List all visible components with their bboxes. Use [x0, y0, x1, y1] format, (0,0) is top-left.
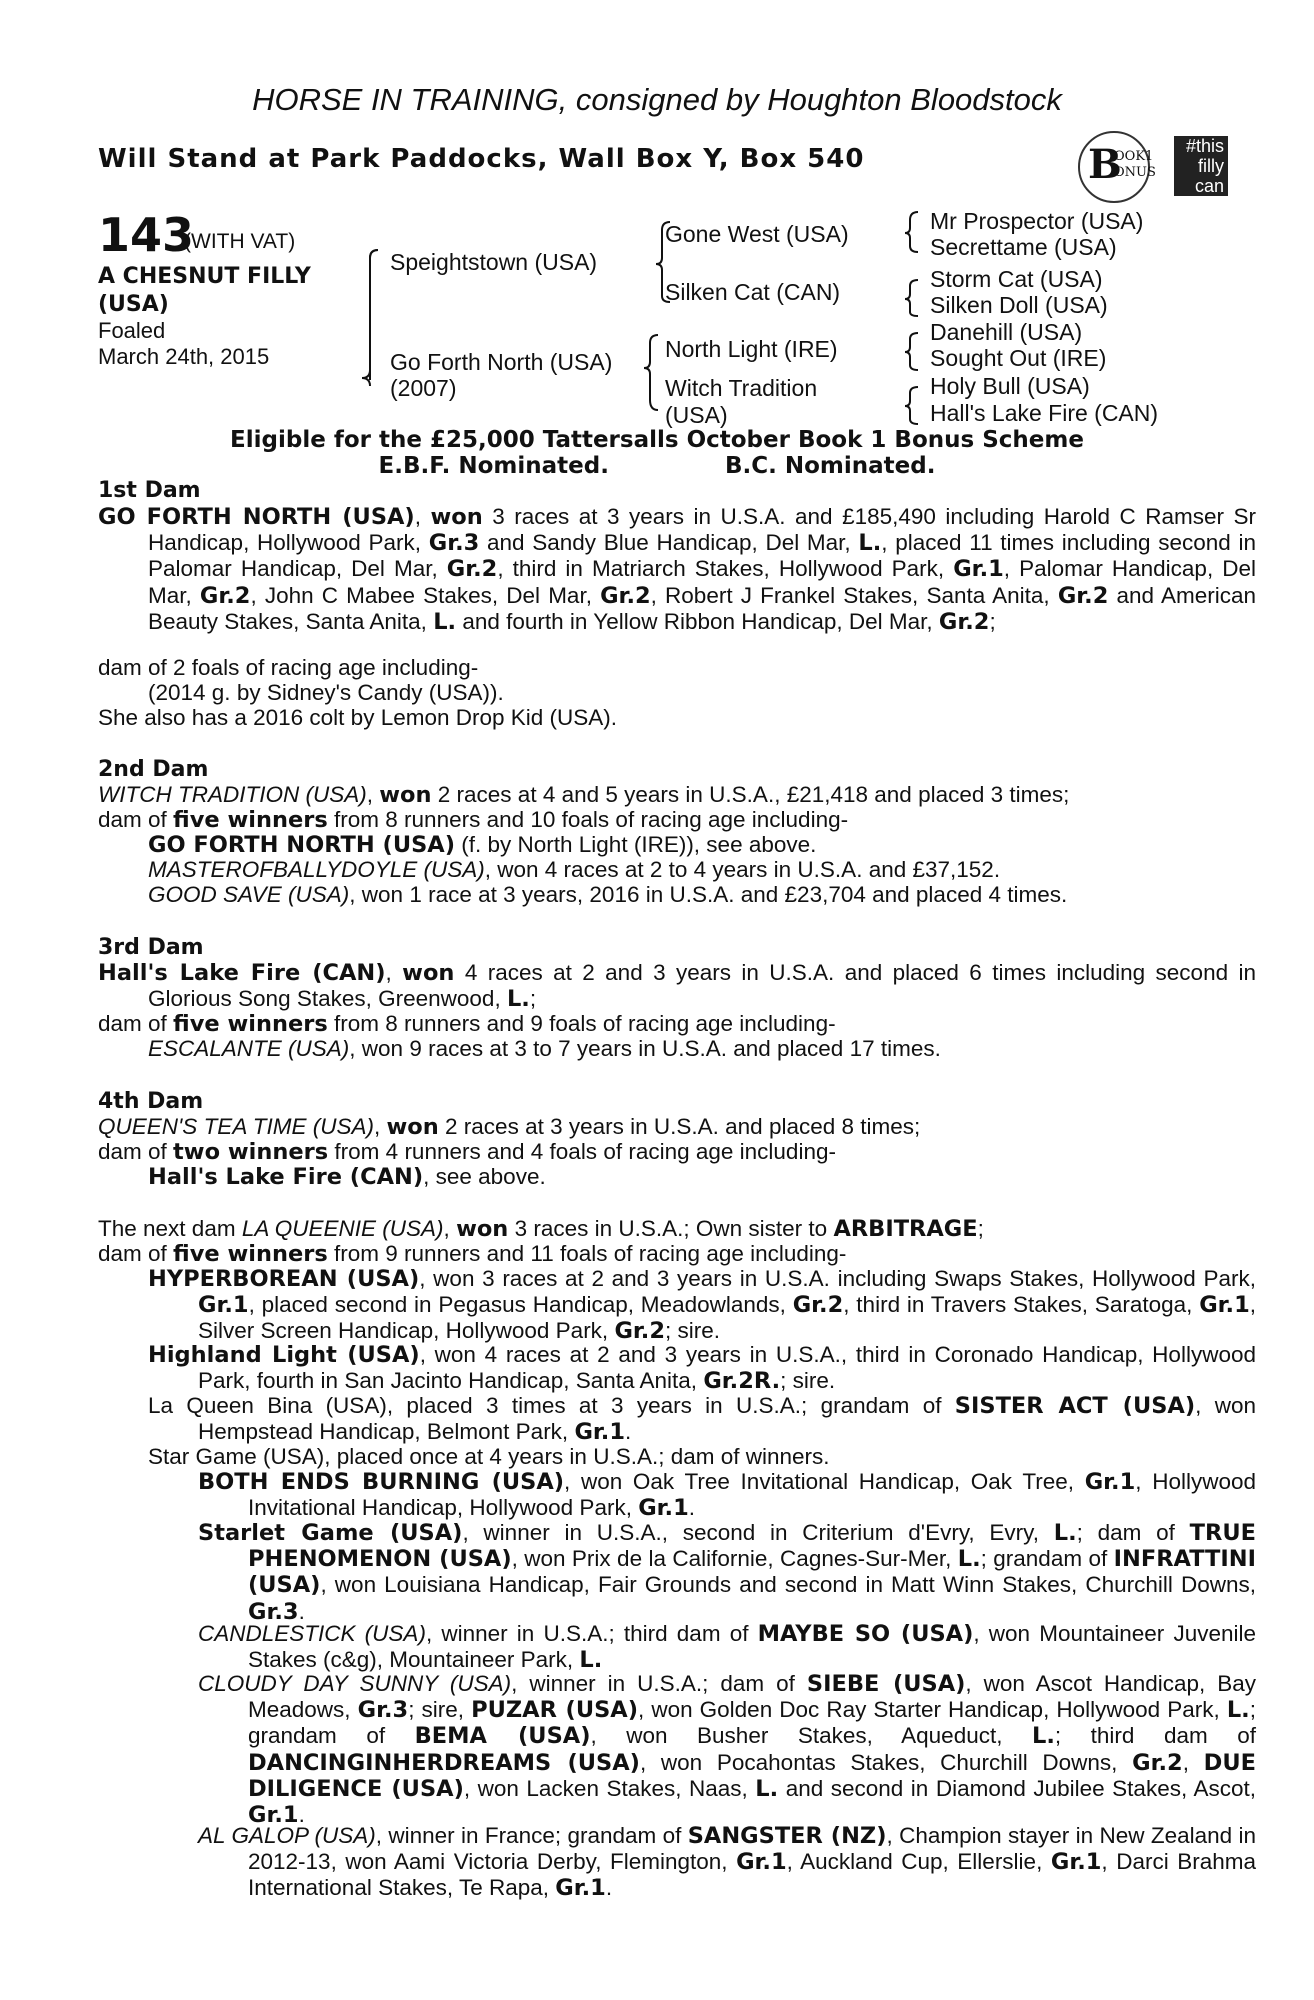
produce-name: CLOUDY DAY SUNNY (USA)	[198, 1671, 512, 1696]
produce-entry-cloudy-day-sunny	[198, 1671, 1256, 1828]
produce-entry-star-game: Star Game (USA), placed once at 4 years in U.S.A.; dam of winners.	[148, 1444, 830, 1469]
grade: Gr.2	[199, 582, 251, 609]
produce-text: , won Ascot Handicap, Bay Meadows,	[248, 1671, 1257, 1723]
produce-text: , won Golden Doc Ray Starter Handicap, Hollywood Park,	[638, 1697, 1227, 1723]
third-dam-heading: 3rd Dam	[98, 935, 204, 960]
produce-text: .	[625, 1419, 632, 1445]
produce-name: INFRATTINI (USA)	[248, 1546, 1256, 1599]
ancestor-1: Mr Prospector (USA)	[930, 208, 1144, 234]
grade: Gr.3	[428, 530, 480, 557]
record-text: 3 races at 3 years in U.S.A. and £185,490 including Harold C Ramser Sr Handicap, Hollywood Park,	[148, 504, 1256, 556]
foaled-label: Foaled	[98, 318, 166, 343]
produce-text: , Auckland Cup, Ellerslie,	[786, 1849, 1051, 1875]
produce-text: , Hollywood Invitational Handicap, Hollywood Park,	[248, 1469, 1256, 1521]
separator: ,	[385, 960, 403, 985]
grade: L.	[506, 986, 530, 1013]
produce-text: , won Hempstead Handicap, Belmont Park,	[198, 1393, 1256, 1445]
grade: Gr.1	[574, 1419, 625, 1446]
grade: L.	[579, 1647, 603, 1674]
produce-text: , winner in France; grandam of	[375, 1823, 688, 1848]
record-text: ;	[529, 986, 537, 1012]
produce-text: La Queen Bina (USA), placed 3 times at 3 years in U.S.A.; grandam of	[148, 1393, 955, 1418]
grade: Gr.2	[792, 1292, 844, 1319]
second-dam-heading: 2nd Dam	[98, 757, 209, 782]
produce-text: , won 4 races at 2 to 4 years in U.S.A. and £37,152.	[484, 857, 1001, 882]
grade: Gr.2	[614, 1318, 665, 1345]
second-dam-produce	[98, 807, 848, 833]
ancestor-6: Sought Out (IRE)	[930, 345, 1107, 371]
produce-text: (f. by North Light (IRE)), see above.	[455, 832, 817, 857]
produce-entry	[148, 857, 1000, 882]
intro-text: The next dam	[98, 1216, 242, 1241]
next-dam-record	[98, 1216, 984, 1242]
produce-text: , won 1 race at 3 years, 2016 in U.S.A. and £23,704 and placed 4 times.	[349, 882, 1068, 907]
grade: Gr.1	[1084, 1469, 1136, 1495]
ebf-nominated: E.B.F. Nominated.	[378, 453, 609, 479]
produce-name: BEMA (USA)	[414, 1723, 591, 1750]
produce-text: , won 3 races at 2 and 3 years in U.S.A. including Swaps Stakes, Hollywood Park,	[419, 1266, 1256, 1291]
produce-name: BOTH ENDS BURNING (USA)	[198, 1469, 565, 1495]
grade: Gr.1	[248, 1802, 299, 1829]
grade: L.	[1032, 1723, 1055, 1750]
produce-text: ,	[1182, 1749, 1204, 1775]
produce-text: ; third dam of	[1054, 1723, 1256, 1749]
record-text: from 4 runners and 4 foals of racing age including-	[328, 1139, 836, 1164]
record-text: , Palomar Handicap, Del Mar,	[148, 556, 1256, 608]
dam-of: dam of	[98, 1139, 174, 1164]
produce-entry	[148, 1164, 546, 1190]
grade: Gr.1	[953, 556, 1004, 583]
dam-year: (2007)	[390, 375, 457, 401]
produce-text: , won Busher Stakes, Aqueduct,	[590, 1723, 1032, 1749]
grade: Gr.2R.	[703, 1368, 781, 1395]
produce-text: , won Prix de la Californie, Cagnes-Sur-Mer,	[511, 1546, 958, 1572]
record-text: ;	[989, 608, 996, 634]
dam-dam-origin: (USA)	[665, 402, 728, 428]
first-dam-record: GO FORTH NORTH (USA), won 3 races at 3 years in U.S.A. and £185,490 including Harold C Ramser Sr Handicap, Hollywood Park, Gr.3 and Sandy Blue Handicap, Del Mar, L., placed 11 times including second in Palomar Handicap, Del Mar, Gr.2, third in Matriarch Stakes, Hollywood Park, Gr.1, Palomar Handicap, Del Mar, Gr.2, John C Mabee Stakes, Del Mar, Gr.2, Robert J Frankel Stakes, Santa Anita, Gr.2 and American Beauty Stakes, Santa Anita, L. and fourth in Yellow Ribbon Handicap, Del Mar, Gr.2;	[98, 504, 1257, 635]
tag-line-1: #this	[1185, 136, 1224, 156]
record-text: and American Beauty Stakes, Santa Anita,	[148, 582, 1256, 634]
record-text: and fourth in Yellow Ribbon Handicap, Del Mar,	[456, 608, 939, 634]
produce-text: , won Pocahontas Stakes, Churchill Downs,	[639, 1749, 1133, 1775]
produce-name: DUE DILIGENCE (USA)	[248, 1749, 1256, 1802]
grade: Gr.1	[198, 1292, 249, 1319]
won-label: won	[402, 960, 455, 986]
foals-line: dam of 2 foals of racing age including-	[98, 655, 479, 680]
produce-entry-starlet-game	[198, 1520, 1256, 1625]
produce-text: , third in Travers Stakes, Saratoga,	[843, 1292, 1200, 1318]
produce-name: ESCALANTE (USA)	[148, 1036, 350, 1061]
sister-name: ARBITRAGE	[833, 1216, 978, 1242]
grade: Gr.3	[248, 1598, 299, 1625]
nominations	[0, 453, 1314, 479]
record-text: , John C Mabee Stakes, Del Mar,	[250, 582, 601, 608]
produce-text: ; dam of	[1076, 1520, 1190, 1545]
produce-entry	[148, 832, 816, 858]
grade: L.	[957, 1546, 981, 1573]
grade: Gr.1	[1050, 1849, 1102, 1876]
produce-text: , won 9 races at 3 to 7 years in U.S.A. and placed 17 times.	[349, 1036, 941, 1061]
sire-sire: Gone West (USA)	[665, 221, 849, 247]
grade: Gr.1	[555, 1875, 606, 1902]
logo-bottom-text: ONUS	[1114, 165, 1156, 180]
produce-entry-al-galop	[198, 1823, 1256, 1902]
produce-name: Highland Light (USA)	[148, 1342, 420, 1368]
produce-text: ; sire,	[408, 1697, 472, 1723]
lot-number: 143	[98, 208, 195, 262]
grade: Gr.2	[600, 582, 651, 609]
produce-text: , winner in U.S.A.; dam of	[511, 1671, 807, 1696]
grade: Gr.2	[446, 556, 498, 583]
vat-note: (WITH VAT)	[184, 230, 296, 253]
record-text: 4 races at 2 and 3 years in U.S.A. and placed 6 times including second in Glorious Song Stakes, Greenwood,	[148, 960, 1256, 1012]
fourth-dam-record	[98, 1114, 920, 1140]
next-dam-produce	[98, 1241, 846, 1267]
produce-name: AL GALOP (USA)	[198, 1823, 376, 1848]
produce-name: GO FORTH NORTH (USA)	[148, 832, 455, 858]
produce-text: , Darci Brahma International Stakes, Te Rapa,	[248, 1849, 1257, 1901]
ancestor-7: Holy Bull (USA)	[930, 373, 1090, 399]
produce-entry	[148, 1036, 941, 1061]
grade: Gr.1	[1199, 1292, 1250, 1319]
dam-sire: North Light (IRE)	[665, 336, 838, 362]
winners-count: five winners	[173, 1011, 328, 1037]
record-text: from 9 runners and 11 foals of racing age including-	[327, 1241, 847, 1266]
bonus-eligibility: Eligible for the £25,000 Tattersalls October Book 1 Bonus Scheme	[230, 427, 1084, 453]
produce-name: SANGSTER (NZ)	[687, 1823, 887, 1849]
won-label: won	[456, 1216, 509, 1242]
produce-text: ; grandam of	[980, 1546, 1114, 1572]
produce-name: GOOD SAVE (USA)	[148, 882, 350, 907]
first-dam-heading: 1st Dam	[98, 478, 201, 503]
horse-origin: (USA)	[98, 292, 169, 317]
grade: Gr.2	[938, 608, 990, 635]
sire-dam: Silken Cat (CAN)	[665, 279, 841, 305]
produce-name: MASTEROFBALLYDOYLE (USA)	[148, 857, 485, 882]
ancestor-4: Silken Doll (USA)	[930, 292, 1108, 318]
stand-location: Will Stand at Park Paddocks, Wall Box Y, Box 540	[98, 144, 865, 174]
produce-text: ; sire.	[665, 1318, 721, 1344]
horse-description: A CHESNUT FILLY	[98, 264, 311, 289]
produce-name: Starlet Game (USA)	[198, 1520, 463, 1546]
record-text: ;	[977, 1216, 984, 1241]
produce-text: ; sire.	[780, 1368, 836, 1394]
ancestor-8: Hall's Lake Fire (CAN)	[930, 400, 1159, 426]
winners-count: five winners	[173, 807, 328, 833]
record-text: from 8 runners and 9 foals of racing age including-	[327, 1011, 836, 1036]
separator: ,	[443, 1216, 457, 1241]
winners-count: five winners	[173, 1241, 328, 1267]
record-text: , third in Matriarch Stakes, Hollywood Park,	[497, 556, 954, 582]
grade: L.	[1053, 1520, 1077, 1546]
record-text: from 8 runners and 10 foals of racing age including-	[327, 807, 849, 832]
produce-text: , won 4 races at 2 and 3 years in U.S.A., third in Coronado Handicap, Hollywood Park, fourth in San Jacinto Handicap, Santa Anita,	[198, 1342, 1256, 1394]
logo-letter: B	[1088, 141, 1122, 188]
fourth-dam-heading: 4th Dam	[98, 1089, 204, 1114]
won-label: won	[430, 504, 483, 530]
produce-name: DANCINGINHERDREAMS (USA)	[248, 1749, 640, 1776]
record-text: 3 races in U.S.A.; Own sister to	[508, 1216, 834, 1241]
produce-text: , won Mountaineer Juvenile Stakes (c&g), Mountaineer Park,	[248, 1621, 1256, 1673]
logo-top-text: OOK1	[1114, 149, 1154, 164]
produce-text: and second in Diamond Jubilee Stakes, Ascot,	[778, 1775, 1256, 1801]
dam: Go Forth North (USA)	[390, 349, 613, 375]
grade: Gr.1	[638, 1495, 689, 1522]
third-dam-record	[98, 960, 1256, 1012]
produce-entry-hyperborean	[148, 1266, 1256, 1345]
produce-name: MAYBE SO (USA)	[757, 1621, 974, 1647]
produce-text: ; grandam of	[248, 1697, 1256, 1749]
dam-name: GO FORTH NORTH (USA)	[98, 504, 415, 530]
dam-of: dam of	[98, 807, 174, 832]
produce-entry-candlestick	[198, 1621, 1256, 1673]
separator: ,	[366, 782, 380, 807]
produce-text: , won Oak Tree Invitational Handicap, Oak Tree,	[564, 1469, 1085, 1494]
produce-text: .	[298, 1598, 305, 1624]
grade: L.	[1226, 1697, 1250, 1724]
bc-nominated: B.C. Nominated.	[724, 453, 936, 479]
record-text: , placed 11 times including second in Palomar Handicap, Del Mar,	[148, 530, 1257, 582]
separator: ,	[374, 1114, 387, 1139]
grade: Gr.2	[1132, 1749, 1183, 1776]
won-label: won	[386, 1114, 439, 1140]
record-text: 2 races at 4 and 5 years in U.S.A., £21,418 and placed 3 times;	[431, 782, 1070, 807]
produce-name: Hall's Lake Fire (CAN)	[148, 1164, 424, 1190]
dam-of: dam of	[98, 1011, 174, 1036]
grade: Gr.3	[357, 1697, 409, 1724]
ancestor-3: Storm Cat (USA)	[930, 266, 1103, 292]
record-text: , Robert J Frankel Stakes, Santa Anita,	[650, 582, 1058, 608]
produce-entry-both-ends-burning	[198, 1469, 1256, 1521]
dam-dam: Witch Tradition	[665, 375, 818, 401]
produce-text: , Champion stayer in New Zealand in 2012-13, won Aami Victoria Derby, Flemington,	[248, 1823, 1256, 1875]
produce-entry-la-queen-bina	[148, 1393, 1256, 1445]
third-dam-produce	[98, 1011, 836, 1037]
produce-text: , won Louisiana Handicap, Fair Grounds and second in Matt Winn Stakes, Churchill Downs,	[320, 1572, 1256, 1598]
produce-text: , see above.	[423, 1164, 546, 1189]
won-label: won	[379, 782, 432, 808]
record-text: 2 races at 3 years in U.S.A. and placed 8 times;	[438, 1114, 921, 1139]
grade: Gr.2	[1057, 582, 1109, 609]
tag-line-3: can	[1194, 176, 1224, 196]
produce-text: , placed second in Pegasus Handicap, Meadowlands,	[248, 1292, 793, 1318]
produce-text: .	[298, 1802, 305, 1828]
produce-text: .	[688, 1495, 696, 1521]
tag-line-2: filly	[1198, 156, 1224, 176]
produce-name: HYPERBOREAN (USA)	[148, 1266, 420, 1292]
fourth-dam-produce	[98, 1139, 836, 1165]
dam-name: LA QUEENIE (USA)	[241, 1216, 444, 1241]
ancestor-5: Danehill (USA)	[930, 319, 1083, 345]
foaled-date: March 24th, 2015	[98, 344, 270, 369]
grade: L.	[755, 1775, 779, 1802]
produce-name: SIEBE (USA)	[806, 1671, 966, 1697]
grade: L.	[858, 530, 882, 557]
winners-count: two winners	[173, 1139, 329, 1165]
also-line: She also has a 2016 colt by Lemon Drop Kid (USA).	[98, 705, 618, 730]
foal-entry: (2014 g. by Sidney's Candy (USA)).	[148, 680, 504, 705]
produce-text: .	[605, 1875, 613, 1901]
record-text: and Sandy Blue Handicap, Del Mar,	[479, 530, 859, 556]
produce-name: PUZAR (USA)	[471, 1697, 638, 1724]
produce-entry-highland-light	[148, 1342, 1256, 1394]
ancestor-2: Secrettame (USA)	[930, 234, 1117, 260]
sire: Speightstown (USA)	[390, 249, 598, 275]
dam-name: Hall's Lake Fire (CAN)	[98, 960, 386, 986]
second-dam-record	[98, 782, 1069, 808]
produce-entry	[148, 882, 1067, 907]
produce-name: SISTER ACT (USA)	[954, 1393, 1196, 1419]
dam-name: WITCH TRADITION (USA)	[98, 782, 367, 807]
dam-name: QUEEN'S TEA TIME (USA)	[98, 1114, 374, 1139]
produce-text: , won Lacken Stakes, Naas,	[463, 1775, 756, 1801]
grade: Gr.1	[736, 1849, 787, 1876]
produce-text: , Silver Screen Handicap, Hollywood Park,	[198, 1292, 1257, 1344]
produce-name: CANDLESTICK (USA)	[198, 1621, 426, 1646]
produce-name: TRUE PHENOMENON (USA)	[248, 1520, 1256, 1573]
dam-of: dam of	[98, 1241, 174, 1266]
grade: L.	[433, 608, 457, 635]
produce-text: , winner in U.S.A.; third dam of	[425, 1621, 758, 1646]
produce-text: , winner in U.S.A., second in Criterium d'Evry, Evry,	[462, 1520, 1054, 1545]
page-title: HORSE IN TRAINING, consigned by Houghton Bloodstock	[252, 82, 1062, 117]
